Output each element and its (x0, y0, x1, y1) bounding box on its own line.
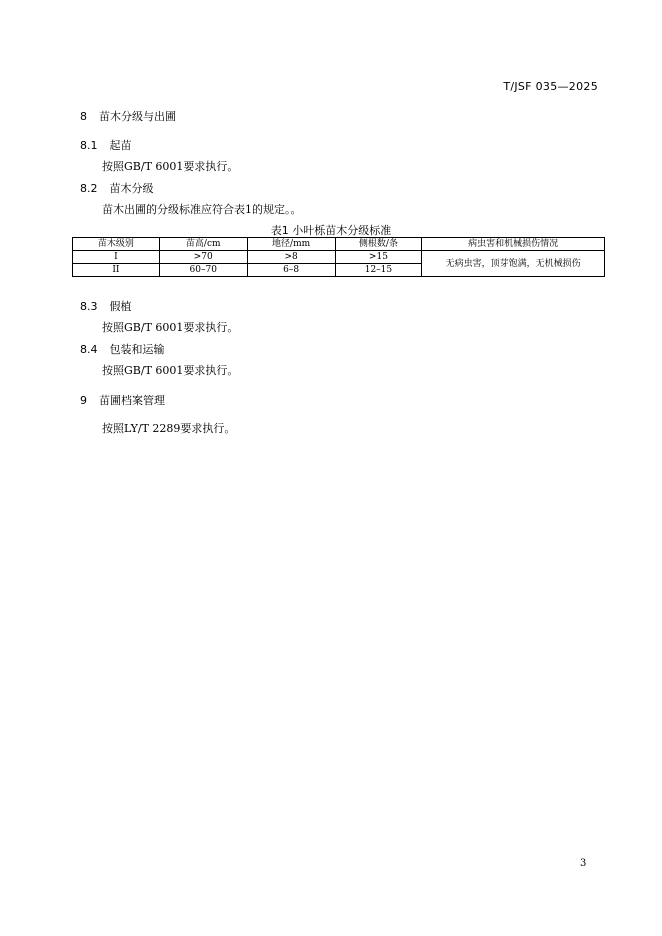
section-8-4-body: 按照GB/T 6001要求执行。 (102, 364, 239, 377)
table-cell: 60–70 (159, 264, 247, 277)
section-title: 假植 (109, 300, 132, 313)
section-number: 9 (80, 394, 87, 407)
table-cell: >8 (247, 251, 335, 264)
table-cell: 6–8 (247, 264, 335, 277)
page-number: 3 (580, 858, 587, 869)
table-cell: I (73, 251, 160, 264)
standard-code-header: T/JSF 035—2025 (503, 80, 598, 93)
section-title: 包装和运输 (109, 343, 165, 356)
table-row (73, 251, 605, 264)
section-title: 苗木分级与出圃 (99, 110, 176, 123)
section-8-4-heading (80, 341, 165, 357)
section-8-1-body: 按照GB/T 6001要求执行。 (102, 160, 239, 173)
section-8-heading (80, 108, 176, 124)
section-8-2-heading (80, 180, 154, 196)
section-9-body: 按照LY/T 2289要求执行。 (102, 422, 236, 435)
table-header-cell: 病虫害和机械损伤情况 (422, 238, 605, 251)
section-title: 起苗 (109, 139, 132, 152)
table-cell: II (73, 264, 160, 277)
section-8-1-heading (80, 137, 132, 153)
table-cell: >70 (159, 251, 247, 264)
section-number: 8 (80, 110, 87, 123)
section-9-heading (80, 392, 165, 408)
table-merged-cell: 无病虫害，顶芽饱满，无机械损伤 (422, 251, 605, 277)
section-8-2-body: 苗木出圃的分级标准应符合表1的规定。。 (102, 203, 302, 216)
section-title: 苗圃档案管理 (99, 394, 165, 407)
section-number: 8.1 (80, 139, 98, 152)
section-8-3-heading (80, 298, 132, 314)
section-title: 苗木分级 (109, 182, 154, 195)
section-8-3-body: 按照GB/T 6001要求执行。 (102, 321, 239, 334)
table-header-row (73, 238, 605, 251)
table-title: 表1 小叶栎苗木分级标准 (270, 224, 392, 237)
section-number: 8.2 (80, 182, 98, 195)
section-number: 8.4 (80, 343, 98, 356)
table-header-cell: 侧根数/条 (335, 238, 422, 251)
table-header-cell: 地径/mm (247, 238, 335, 251)
seedling-grade-table (72, 237, 605, 277)
section-number: 8.3 (80, 300, 98, 313)
table-cell: >15 (335, 251, 422, 264)
table-header-cell: 苗高/cm (159, 238, 247, 251)
table-cell: 12–15 (335, 264, 422, 277)
table-header-cell: 苗木级别 (73, 238, 160, 251)
